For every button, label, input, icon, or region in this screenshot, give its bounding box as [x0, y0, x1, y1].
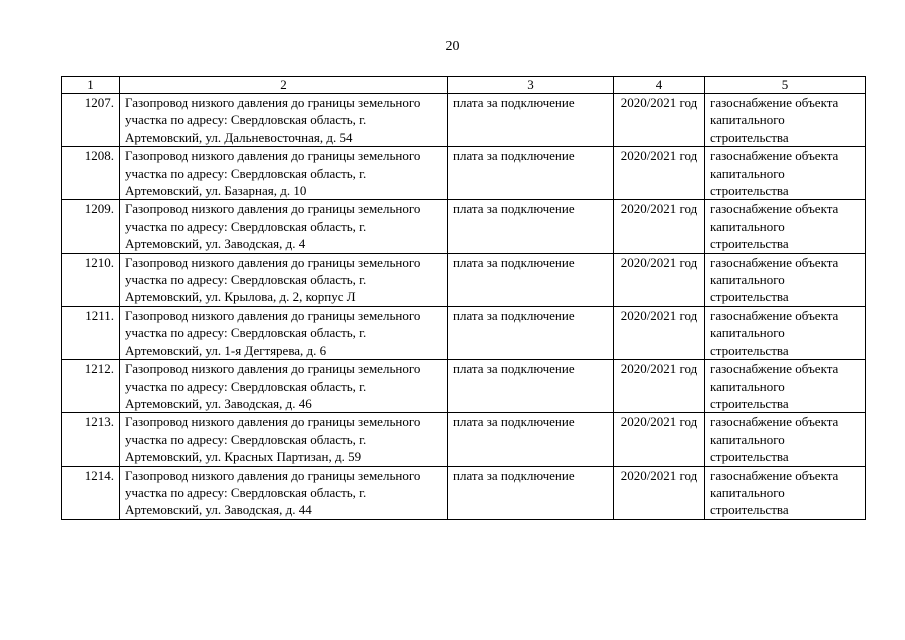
fee-type: плата за подключение [448, 253, 614, 306]
period: 2020/2021 год [614, 360, 705, 413]
row-number: 1213. [62, 413, 120, 466]
fee-type: плата за подключение [448, 466, 614, 519]
period: 2020/2021 год [614, 94, 705, 147]
purpose: газоснабжение объекта капитального строительства [705, 94, 866, 147]
object-description: Газопровод низкого давления до границы земельного участка по адресу: Свердловская область, г. Артемовский, ул. Крылова, д. 2, корпус Л [120, 253, 448, 306]
period: 2020/2021 год [614, 253, 705, 306]
page-number: 20 [445, 39, 460, 54]
fee-type: плата за подключение [448, 360, 614, 413]
table-row [62, 360, 866, 413]
row-number: 1209. [62, 200, 120, 253]
row-number: 1211. [62, 306, 120, 359]
period: 2020/2021 год [614, 413, 705, 466]
object-description: Газопровод низкого давления до границы земельного участка по адресу: Свердловская область, г. Артемовский, ул. Базарная, д. 10 [120, 147, 448, 200]
row-number: 1207. [62, 94, 120, 147]
object-description: Газопровод низкого давления до границы земельного участка по адресу: Свердловская область, г. Артемовский, ул. Красных Партизан, д. 59 [120, 413, 448, 466]
column-header-3: 3 [448, 77, 614, 94]
purpose: газоснабжение объекта капитального строительства [705, 147, 866, 200]
fee-type: плата за подключение [448, 306, 614, 359]
object-description: Газопровод низкого давления до границы земельного участка по адресу: Свердловская область, г. Артемовский, ул. Заводская, д. 44 [120, 466, 448, 519]
row-number: 1210. [62, 253, 120, 306]
table-row [62, 253, 866, 306]
table-row [62, 147, 866, 200]
fee-type: плата за подключение [448, 94, 614, 147]
fee-type: плата за подключение [448, 200, 614, 253]
header-row [62, 77, 866, 94]
table-row [62, 94, 866, 147]
column-header-2: 2 [120, 77, 448, 94]
purpose: газоснабжение объекта капитального строительства [705, 360, 866, 413]
object-description: Газопровод низкого давления до границы земельного участка по адресу: Свердловская область, г. Артемовский, ул. Дальневосточная, д. 54 [120, 94, 448, 147]
column-header-4: 4 [614, 77, 705, 94]
purpose: газоснабжение объекта капитального строительства [705, 306, 866, 359]
registry-table [61, 76, 866, 520]
period: 2020/2021 год [614, 200, 705, 253]
object-description: Газопровод низкого давления до границы земельного участка по адресу: Свердловская область, г. Артемовский, ул. Заводская, д. 4 [120, 200, 448, 253]
table-row [62, 306, 866, 359]
row-number: 1208. [62, 147, 120, 200]
fee-type: плата за подключение [448, 413, 614, 466]
purpose: газоснабжение объекта капитального строительства [705, 253, 866, 306]
purpose: газоснабжение объекта капитального строительства [705, 413, 866, 466]
table-row [62, 200, 866, 253]
object-description: Газопровод низкого давления до границы земельного участка по адресу: Свердловская область, г. Артемовский, ул. Заводская, д. 46 [120, 360, 448, 413]
purpose: газоснабжение объекта капитального строительства [705, 200, 866, 253]
period: 2020/2021 год [614, 306, 705, 359]
table-row [62, 466, 866, 519]
object-description: Газопровод низкого давления до границы земельного участка по адресу: Свердловская область, г. Артемовский, ул. 1-я Дегтярева, д. 6 [120, 306, 448, 359]
column-header-5: 5 [705, 77, 866, 94]
period: 2020/2021 год [614, 147, 705, 200]
fee-type: плата за подключение [448, 147, 614, 200]
table-row [62, 413, 866, 466]
column-header-1: 1 [62, 77, 120, 94]
purpose: газоснабжение объекта капитального строительства [705, 466, 866, 519]
row-number: 1212. [62, 360, 120, 413]
row-number: 1214. [62, 466, 120, 519]
period: 2020/2021 год [614, 466, 705, 519]
